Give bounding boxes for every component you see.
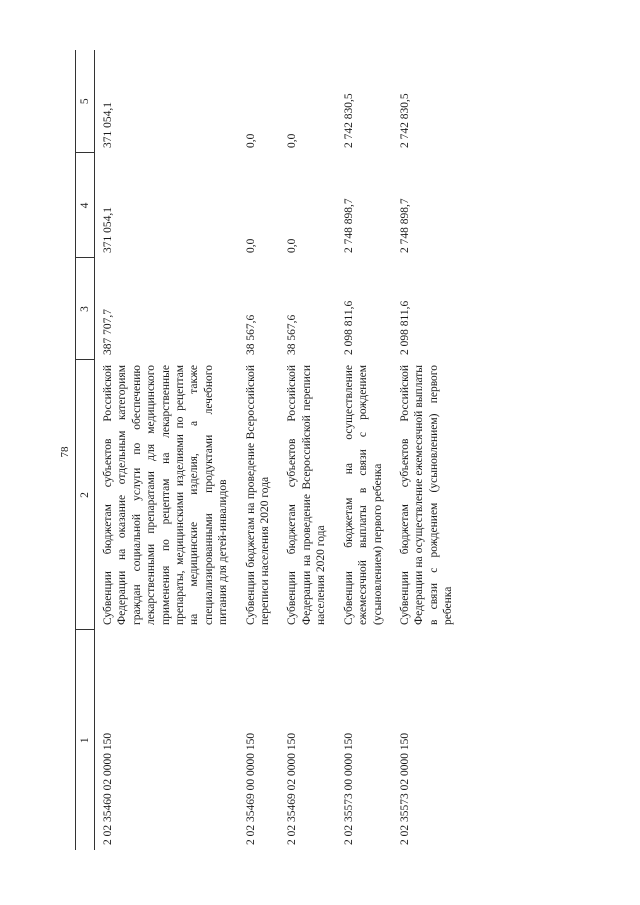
column-number-row <box>76 50 95 850</box>
row-description: Субвенции бюджетам субъектов Российской Федерации на осуществление ежемесячной выплаты в связи с рождением (усыновлением) первого ребенка <box>398 365 455 625</box>
amount-col5: 2 742 830,5 <box>342 93 355 148</box>
column-header-3: 3 <box>76 258 95 360</box>
budget-code: 2 02 35573 00 0000 150 <box>342 732 355 845</box>
table-row <box>238 50 280 850</box>
page-number: 78 <box>59 446 71 458</box>
amount-col4: 0,0 <box>244 238 257 253</box>
column-header-2: 2 <box>76 360 95 630</box>
budget-code: 2 02 35460 02 0000 150 <box>102 732 114 845</box>
amount-col3: 2 098 811,6 <box>342 300 355 355</box>
amount-col4: 2 748 898,7 <box>398 198 411 253</box>
amount-col4: 0,0 <box>286 238 299 253</box>
budget-code: 2 02 35573 02 0000 150 <box>398 732 411 845</box>
table-row <box>392 50 463 850</box>
amount-col3: 387 707,7 <box>102 309 114 355</box>
row-description: Субвенции бюджетам на проведение Всероссийской переписи населения 2020 года <box>244 365 272 625</box>
table-row <box>279 50 335 850</box>
amount-col5: 0,0 <box>244 133 257 148</box>
rotated-table-area <box>75 50 540 850</box>
row-description: Субвенции бюджетам на осуществление ежемесячной выплаты в связи с рождением (усыновлением) первого ребенка <box>342 365 384 625</box>
budget-code: 2 02 35469 00 0000 150 <box>244 732 257 845</box>
budget-table <box>75 50 463 850</box>
table-row <box>336 50 392 850</box>
amount-col5: 2 742 830,5 <box>398 93 411 148</box>
column-header-5: 5 <box>76 50 95 153</box>
budget-code: 2 02 35469 02 0000 150 <box>286 732 299 845</box>
amount-col4: 2 748 898,7 <box>342 198 355 253</box>
table-row <box>95 50 238 850</box>
amount-col4: 371 054,1 <box>102 207 114 253</box>
amount-col3: 2 098 811,6 <box>398 300 411 355</box>
column-header-4: 4 <box>76 153 95 258</box>
column-header-1: 1 <box>76 630 95 850</box>
row-description: Субвенции бюджетам субъектов Российской Федерации на проведение Всероссийской переписи населения 2020 года <box>286 365 328 625</box>
amount-col3: 38 567,6 <box>286 314 299 355</box>
amount-col5: 0,0 <box>286 133 299 148</box>
row-description: Субвенции бюджетам субъектов Российской Федерации на оказание отдельным категориям граждан социальной услуги по обеспечению лекарственными препаратами для медицинского применения по рецептам на лекарственные препараты, медицинскими изделиями по рецептам на медицинские изделия, а также специализированными продуктами лечебного питания для детей-инвалидов <box>102 365 230 625</box>
amount-col5: 371 054,1 <box>102 102 114 148</box>
amount-col3: 38 567,6 <box>244 314 257 355</box>
